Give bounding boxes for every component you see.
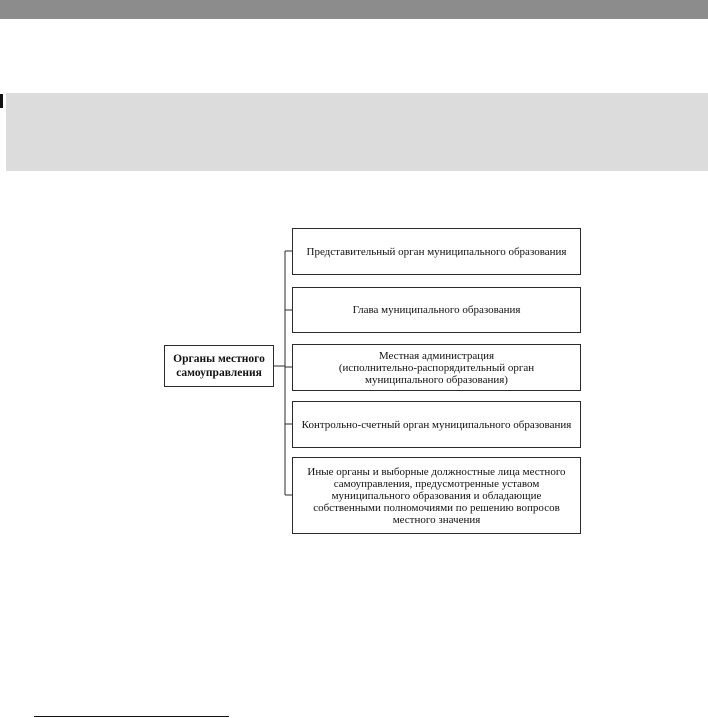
node-label: Представительный орган муниципального образования [306,245,567,258]
root-node-label: Органы местного самоуправления [173,353,265,379]
node-label: Контрольно-счетный орган муниципального образования [301,418,572,431]
node-control-accounts-body [292,401,581,448]
footnote-separator [34,716,229,717]
node-label: Местная администрация (исполнительно-распорядительный орган муниципального образования) [338,349,535,386]
top-header-bar [0,0,708,19]
gray-content-panel [6,93,708,171]
node-local-administration [292,344,581,391]
node-head-of-municipality [292,287,581,333]
left-margin-mark [0,94,3,108]
node-other-bodies [292,457,581,534]
node-label: Иные органы и выборные должностные лица местного самоуправления, предусмотренные уставом муниципального образования и обладающие собственными полномочиями по решению вопросов местного значения [307,465,566,526]
root-node-local-self-government [164,345,274,387]
node-representative-body [292,228,581,275]
node-label: Глава муниципального образования [352,304,521,316]
